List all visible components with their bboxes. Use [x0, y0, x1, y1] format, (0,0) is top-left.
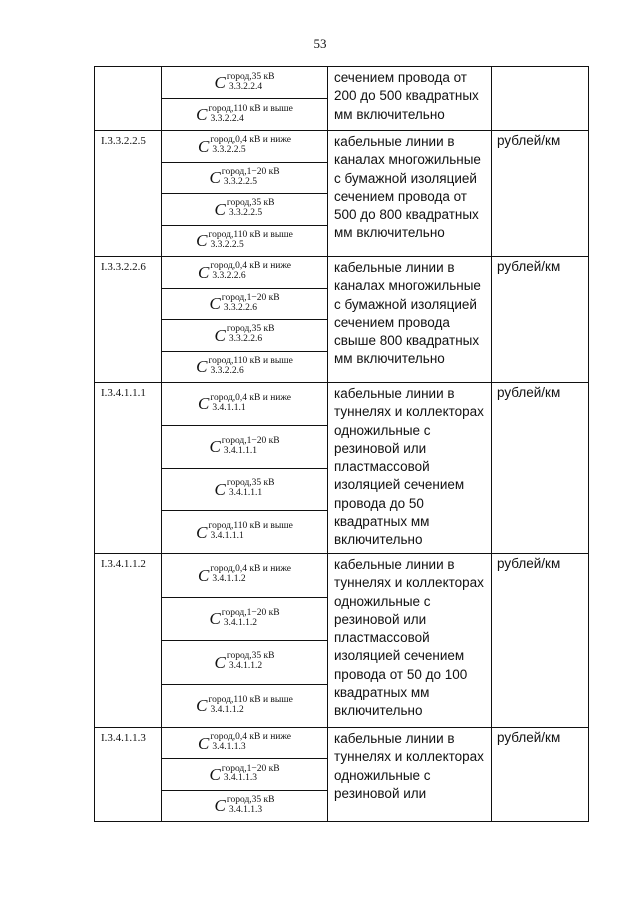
cost-symbol: [214, 796, 274, 816]
symbol-superscript: город,1−20 кВ: [221, 607, 280, 618]
symbol-letter: C: [209, 168, 221, 188]
row-code: I.3.3.2.2.6: [101, 261, 146, 273]
symbol-superscript: город,35 кВ: [226, 198, 275, 209]
symbol-subrow: [162, 163, 327, 195]
row-code: I.3.4.1.1.1: [101, 387, 146, 399]
cost-symbol: [209, 294, 279, 314]
symbol-superscript: город,35 кВ: [226, 651, 275, 662]
symbol-subscript: 3.3.2.2.5: [210, 239, 244, 250]
symbol-subscript: 3.3.2.2.4: [228, 81, 263, 92]
symbol-subrow: [162, 641, 327, 685]
table-row: [95, 728, 589, 822]
symbol-cell: [162, 131, 328, 257]
symbol-letter: C: [214, 199, 226, 219]
symbol-subrow: [162, 511, 327, 553]
unit-cell: [492, 554, 589, 728]
symbol-letter: C: [209, 609, 221, 629]
symbol-superscript: город,0,4 кВ и ниже: [210, 392, 292, 403]
description-cell: [328, 131, 492, 257]
symbol-cell: [162, 728, 328, 822]
symbol-subrow: [162, 791, 327, 821]
cost-symbol: [198, 733, 291, 753]
symbol-superscript: город,35 кВ: [226, 794, 275, 805]
symbol-subscript: 3.4.1.1.3: [228, 804, 263, 815]
symbol-subrow: [162, 289, 327, 321]
symbol-cell: [162, 257, 328, 383]
symbol-cell: [162, 554, 328, 728]
symbol-subscript: 3.4.1.1.1: [210, 531, 244, 542]
row-code-cell: [95, 383, 162, 554]
symbol-letter: C: [209, 437, 221, 457]
row-unit: рублей/км: [497, 133, 561, 148]
row-code-cell: [95, 131, 162, 257]
symbol-letter: C: [214, 479, 226, 499]
cost-symbol: [198, 565, 291, 585]
row-description: кабельные линии в каналах многожильные с бумажной изоляцией сечением провода свыше 800 квадратных мм включительно: [334, 260, 481, 367]
symbol-letter: C: [214, 796, 226, 816]
description-cell: [328, 383, 492, 554]
symbol-subscript: 3.3.2.2.5: [212, 145, 246, 156]
symbol-cell: [162, 67, 328, 131]
symbol-letter: C: [196, 522, 208, 542]
symbol-subscript: 3.4.1.1.2: [228, 661, 263, 672]
unit-cell: [492, 67, 589, 131]
symbol-subscript: 3.4.1.1.2: [212, 574, 246, 585]
symbol-subrow: [162, 469, 327, 512]
symbol-superscript: город,0,4 кВ и ниже: [210, 564, 292, 575]
symbol-subrow: [162, 685, 327, 728]
symbol-superscript: город,0,4 кВ и ниже: [210, 135, 292, 146]
cost-symbol: [196, 522, 293, 542]
cost-symbol: [198, 394, 291, 414]
cost-symbol: [209, 168, 279, 188]
row-code: I.3.3.2.2.5: [101, 135, 146, 147]
row-code-cell: [95, 67, 162, 131]
symbol-superscript: город,1−20 кВ: [221, 292, 280, 303]
symbol-subrow: [162, 383, 327, 426]
cost-symbol: [198, 262, 291, 282]
symbol-cell: [162, 383, 328, 554]
cost-symbol: [196, 696, 293, 716]
row-unit: [492, 67, 588, 69]
symbol-superscript: город,110 кВ и выше: [208, 229, 293, 240]
table-row: [95, 554, 589, 728]
row-code-cell: [95, 257, 162, 383]
symbol-subscript: 3.3.2.2.5: [228, 208, 263, 219]
symbol-subscript: 3.4.1.1.2: [210, 704, 244, 715]
description-cell: [328, 67, 492, 131]
symbol-letter: C: [196, 696, 208, 716]
symbol-subrow: [162, 194, 327, 226]
page-number: 53: [313, 36, 327, 51]
symbol-superscript: город,110 кВ и выше: [208, 521, 293, 532]
row-code-cell: [95, 728, 162, 822]
description-cell: [328, 554, 492, 728]
symbol-letter: C: [214, 652, 226, 672]
row-unit: рублей/км: [497, 730, 561, 745]
symbol-subscript: 3.4.1.1.3: [212, 742, 246, 753]
symbol-subrow: [162, 320, 327, 352]
symbol-subrow: [162, 352, 327, 383]
unit-cell: [492, 131, 589, 257]
symbol-subscript: 3.4.1.1.1: [223, 445, 258, 456]
symbol-subscript: 3.3.2.2.6: [212, 271, 246, 282]
row-code: I.3.4.1.1.3: [101, 732, 146, 744]
cost-symbol: [209, 609, 279, 629]
symbol-subrow: [162, 728, 327, 759]
symbol-superscript: город,110 кВ и выше: [208, 355, 293, 366]
symbol-letter: C: [196, 105, 208, 124]
cost-symbol: [214, 652, 274, 672]
row-unit: рублей/км: [497, 259, 561, 274]
symbol-subscript: 3.3.2.2.6: [210, 365, 244, 376]
symbol-subrow: [162, 426, 327, 469]
description-cell: [328, 728, 492, 822]
symbol-subrow: [162, 759, 327, 790]
cost-symbol: [214, 199, 274, 219]
symbol-superscript: город,110 кВ и выше: [208, 694, 293, 705]
symbol-subrow: [162, 226, 327, 257]
symbol-subrow: [162, 554, 327, 598]
symbol-subscript: 3.3.2.2.5: [223, 176, 258, 187]
tariff-table: [94, 66, 589, 822]
symbol-subrow: [162, 131, 327, 163]
symbol-letter: C: [197, 733, 210, 753]
symbol-letter: C: [197, 262, 210, 282]
symbol-subrow: [162, 257, 327, 289]
unit-cell: [492, 257, 589, 383]
symbol-subscript: 3.3.2.2.6: [228, 334, 263, 345]
cost-symbol: [209, 437, 279, 457]
symbol-subscript: 3.3.2.2.4: [210, 113, 244, 124]
symbol-letter: C: [209, 294, 221, 314]
row-code: [95, 67, 161, 71]
symbol-superscript: город,1−20 кВ: [221, 435, 280, 446]
unit-cell: [492, 383, 589, 554]
symbol-superscript: город,35 кВ: [226, 324, 275, 335]
symbol-subscript: 3.4.1.1.1: [212, 402, 246, 413]
symbol-subrow: [162, 67, 327, 99]
unit-cell: [492, 728, 589, 822]
row-description: кабельные линии в каналах многожильные с бумажной изоляцией сечением провода от 500 до 800 квадратных мм включительно: [334, 134, 481, 241]
row-unit: рублей/км: [497, 556, 561, 571]
row-code-cell: [95, 554, 162, 728]
tariff-table-body: [95, 67, 589, 822]
symbol-letter: C: [196, 357, 208, 377]
cost-symbol: [209, 765, 279, 785]
symbol-superscript: город,1−20 кВ: [221, 166, 280, 177]
symbol-letter: C: [197, 565, 210, 585]
table-row: [95, 131, 589, 257]
table-row: [95, 383, 589, 554]
symbol-subscript: 3.4.1.1.3: [223, 773, 258, 784]
symbol-superscript: город,0,4 кВ и ниже: [210, 261, 292, 272]
symbol-superscript: город,110 кВ и выше: [208, 103, 293, 114]
cost-symbol: [214, 479, 274, 499]
symbol-subscript: 3.4.1.1.2: [223, 617, 258, 628]
symbol-subscript: 3.4.1.1.1: [228, 488, 263, 499]
symbol-superscript: город,35 кВ: [226, 71, 275, 82]
row-description: кабельные линии в туннелях и коллекторах одножильные с резиновой или пластмассовой изоляцией сечением провода от 50 до 100 квадратных мм включительно: [334, 557, 484, 719]
symbol-letter: C: [197, 394, 210, 414]
row-description: кабельные линии в туннелях и коллекторах одножильные с резиновой или: [334, 731, 484, 801]
symbol-subscript: 3.3.2.2.6: [223, 302, 258, 313]
symbol-subrow: [162, 99, 327, 130]
cost-symbol: [196, 357, 293, 377]
cost-symbol: [196, 231, 293, 251]
table-row: [95, 257, 589, 383]
cost-symbol: [214, 73, 274, 93]
symbol-letter: C: [209, 764, 221, 784]
symbol-letter: C: [197, 136, 210, 156]
row-unit: рублей/км: [497, 385, 561, 400]
row-code: I.3.4.1.1.2: [101, 558, 146, 570]
symbol-superscript: город,35 кВ: [226, 478, 275, 489]
symbol-superscript: город,1−20 кВ: [221, 763, 280, 774]
row-description: сечением провода от 200 до 500 квадратных мм включительно: [334, 70, 479, 122]
symbol-subrow: [162, 598, 327, 642]
symbol-letter: C: [214, 325, 226, 345]
symbol-letter: C: [214, 73, 226, 92]
cost-symbol: [196, 105, 293, 125]
cost-symbol: [214, 325, 274, 345]
symbol-superscript: город,0,4 кВ и ниже: [210, 732, 292, 743]
symbol-letter: C: [196, 231, 208, 251]
row-description: кабельные линии в туннелях и коллекторах одножильные с резиновой или пластмассовой изоляцией сечением провода до 50 квадратных мм включительно: [334, 386, 484, 548]
description-cell: [328, 257, 492, 383]
cost-symbol: [198, 136, 291, 156]
table-row: [95, 67, 589, 131]
